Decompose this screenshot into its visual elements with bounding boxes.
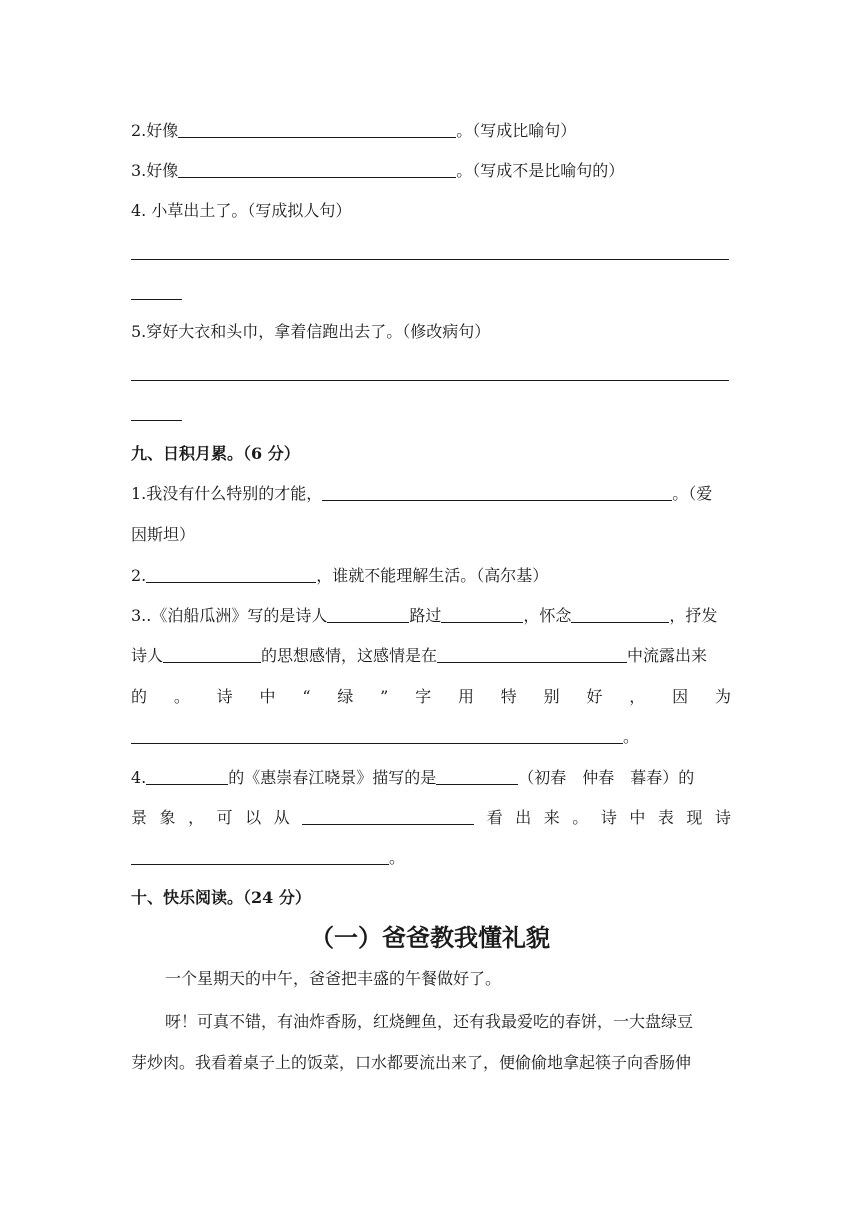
question-9-2: 2. ，谁就不能理解生活。（高尔基）	[131, 566, 549, 585]
answer-blank[interactable]	[146, 566, 316, 583]
place-blank[interactable]	[441, 606, 523, 623]
question-9-4-line1: 4. 的《惠崇春江晓景》描写的是 （初春 仲春 暮春）的	[131, 768, 695, 787]
reading-paragraph-2-line1: 呀！可真不错，有油炸香肠，红烧鲤鱼，还有我最爱吃的春饼，一大盘绿豆	[165, 1012, 694, 1031]
question-9-3-line2: 诗人 的思想感情，这感情是在 中流露出来	[131, 646, 708, 665]
feeling-blank[interactable]	[163, 646, 261, 663]
answer-line[interactable]	[131, 299, 182, 300]
question-9-4-line3: 。	[131, 848, 731, 868]
answer-line[interactable]	[131, 420, 182, 421]
reason-blank[interactable]	[131, 727, 623, 744]
question-8-2: 2.好像 。（写成比喻句）	[131, 121, 577, 140]
question-9-3-line3: 的 。 诗 中 “ 绿 ” 字 用 特 别 好 ， 因 为	[131, 687, 731, 706]
verse-blank[interactable]	[437, 646, 627, 663]
question-8-3: 3.好像 。（写成不是比喻句的）	[131, 161, 625, 180]
poet-blank[interactable]	[146, 768, 228, 785]
reading-paragraph-1: 一个星期天的中午，爸爸把丰盛的午餐做好了。	[165, 969, 502, 988]
section-9-heading: 九、日积月累。（6 分）	[131, 444, 300, 463]
evidence-blank[interactable]	[302, 808, 474, 825]
reading-title: （一）爸爸教我懂礼貌	[310, 924, 550, 952]
question-8-5: 5.穿好大衣和头巾，拿着信跑出去了。（修改病句）	[131, 322, 491, 341]
poem-meaning-blank[interactable]	[131, 848, 389, 865]
season-blank[interactable]	[436, 768, 518, 785]
missed-place-blank[interactable]	[571, 606, 669, 623]
question-9-4-line2: 景 象 ， 可 以 从 看 出 来 。 诗 中 表 现 诗	[131, 808, 731, 827]
question-9-1: 1.我没有什么特别的才能， 。（爱	[131, 484, 713, 503]
question-8-4: 4. 小草出土了。（写成拟人句）	[131, 201, 352, 220]
answer-line[interactable]	[131, 259, 729, 260]
question-9-3-line4: 。	[131, 727, 731, 747]
question-9-1-cont: 因斯坦）	[131, 525, 196, 544]
reading-paragraph-2-line2: 芽炒肉。我看着桌子上的饭菜，口水都要流出来了，便偷偷地拿起筷子向香肠伸	[131, 1053, 692, 1072]
answer-blank[interactable]	[178, 121, 456, 138]
answer-blank[interactable]	[322, 484, 672, 501]
answer-line[interactable]	[131, 380, 729, 381]
poet-blank[interactable]	[327, 606, 409, 623]
question-9-3-line1: 3..《泊船瓜洲》写的是诗人 路过 ，怀念 ，抒发	[131, 606, 718, 625]
answer-blank[interactable]	[178, 161, 456, 178]
section-10-heading: 十、快乐阅读。（24 分）	[131, 888, 311, 907]
